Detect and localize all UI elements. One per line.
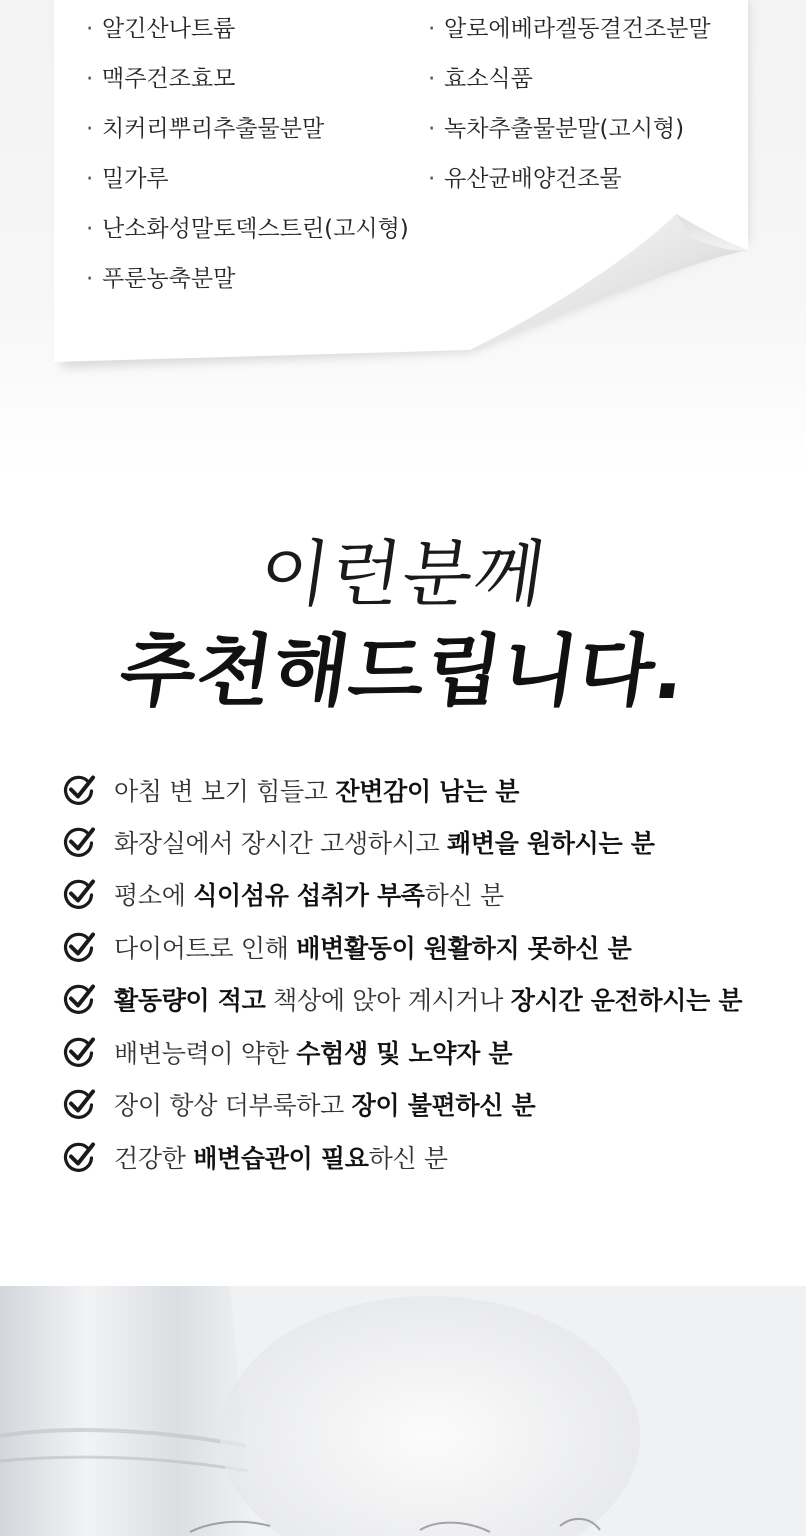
plain-text: 배변능력이 약한: [114, 1039, 297, 1068]
checklist-item-text: [114, 1139, 448, 1175]
plain-text: 하신 분: [368, 1144, 448, 1173]
checklist-item: [62, 1032, 512, 1072]
checkmark-circle-icon: [62, 930, 96, 964]
ingredient-list: [86, 10, 766, 310]
checklist-item: [62, 822, 655, 862]
plain-text: 하신 분: [424, 881, 504, 910]
plain-text: 건강한: [114, 1144, 194, 1173]
emphasis-text: 장이 불편하신 분: [351, 1091, 536, 1120]
checklist-item-text: [114, 876, 504, 912]
checkmark-circle-icon: [62, 1140, 96, 1174]
ingredient-item: · 알긴산나트륨: [86, 16, 236, 42]
checkmark-circle-icon: [62, 1035, 96, 1069]
checklist-item: [62, 979, 742, 1019]
ingredient-section: [0, 0, 806, 480]
plain-text: 책상에 앉아 계시거나: [265, 986, 511, 1015]
checklist-item: [62, 1084, 535, 1124]
headline-light: 이런분께: [253, 532, 553, 616]
plain-text: 평소에: [114, 881, 194, 910]
checklist-item: [62, 1137, 448, 1177]
emphasis-text: 장시간 운전하시는 분: [510, 986, 743, 1015]
headline-bold: 추천해드립니다.: [114, 627, 692, 717]
emphasis-text: 배변습관이 필요: [193, 1144, 369, 1173]
plain-text: 화장실에서 장시간 고생하시고: [114, 829, 447, 858]
ingredient-item: · 밀가루: [86, 166, 169, 192]
plain-text: 다이어트로 인해: [114, 934, 297, 963]
ingredient-item: · 녹차추출물분말(고시형): [428, 116, 685, 142]
plain-text: 장이 항상 더부룩하고: [114, 1091, 352, 1120]
checklist-item: [62, 874, 504, 914]
emphasis-text: 배변활동이 원활하지 못하신 분: [296, 934, 632, 963]
checkmark-circle-icon: [62, 825, 96, 859]
glass-photo-graphic: [0, 1286, 806, 1536]
checklist-item-text: [114, 824, 655, 860]
ingredient-item: · 난소화성말토덱스트린(고시형): [86, 216, 409, 242]
plain-text: 아침 변 보기 힘들고: [114, 777, 336, 806]
checklist-item: [62, 770, 519, 810]
checklist-item-text: [114, 1086, 535, 1122]
checkmark-circle-icon: [62, 982, 96, 1016]
checkmark-circle-icon: [62, 1087, 96, 1121]
emphasis-text: 활동량이 적고: [114, 986, 266, 1015]
ingredient-item: · 알로에베라겔동결건조분말: [428, 16, 711, 42]
emphasis-text: 쾌변을 원하시는 분: [447, 829, 655, 858]
checklist-item-text: [114, 981, 742, 1017]
checklist-item-text: [114, 1034, 512, 1070]
ingredient-item: · 효소식품: [428, 66, 533, 92]
checklist-item-text: [114, 772, 519, 808]
ingredient-item: · 맥주건조효모: [86, 66, 236, 92]
checklist-item: [62, 927, 632, 967]
ingredient-item: · 푸룬농축분말: [86, 266, 236, 292]
emphasis-text: 잔변감이 남는 분: [335, 777, 520, 806]
ingredient-item: · 치커리뿌리추출물분말: [86, 116, 325, 142]
emphasis-text: 식이섬유 섭취가 부족: [193, 881, 425, 910]
emphasis-text: 수험생 및 노약자 분: [296, 1039, 513, 1068]
checkmark-circle-icon: [62, 877, 96, 911]
product-photo: [0, 1286, 806, 1536]
checkmark-circle-icon: [62, 773, 96, 807]
ingredient-item: · 유산균배양건조물: [428, 166, 622, 192]
checklist-item-text: [114, 929, 632, 965]
